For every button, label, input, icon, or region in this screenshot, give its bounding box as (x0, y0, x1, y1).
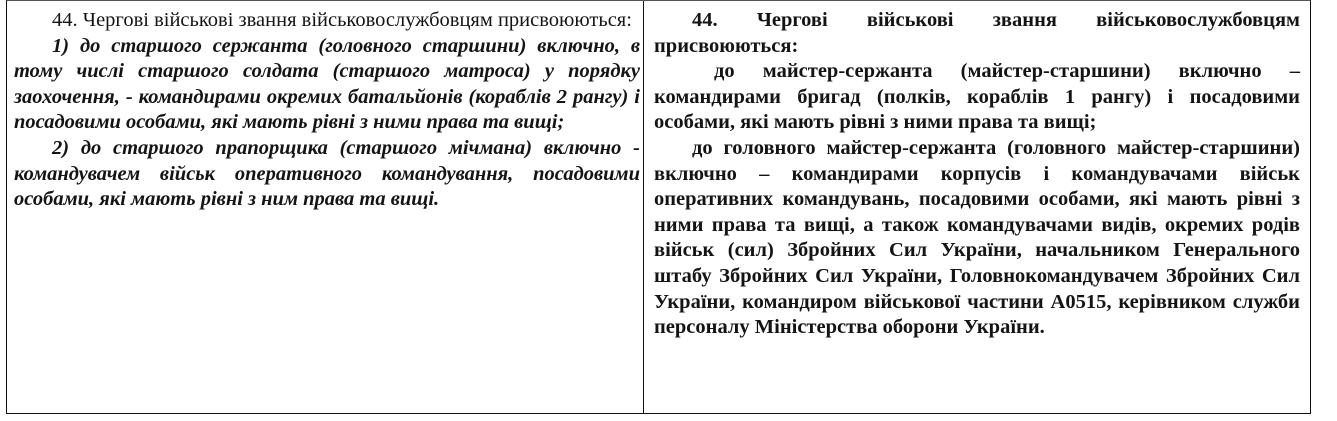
left-item-1: 1) до старшого сержанта (головного старшини) включно, в тому числі старшого солдата (старшого матроса) у порядку заохочення, - командирами окремих батальйонів (кораблів 2 рангу) і посадовими особами, які мають рівні з ними права та вищі; (14, 34, 640, 134)
left-intro: 44. Чергові військові звання військовослужбовцям присвоюються: (52, 9, 632, 31)
right-para-1: до майстер-сержанта (майстер-старшини) включно – командирами бригад (полків, кораблів 1 рангу) і посадовими особами, які мають рівні з ними права та вищі; (654, 60, 1300, 134)
right-column-new-text (644, 1, 1310, 413)
right-para-2: до головного майстер-сержанта (головного майстер-старшини) включно – командирами корпусів і командувачами військ оперативних командувань, посадовими особами, які мають рівні з ними права та вищі, а також командувачами видів, окремих родів військ (сил) Збройних Сил України, начальником Генерального штабу Збройних Сил України, Головнокомандувачем Збройних Сил України, командиром військової частини А0515, керівником служби персоналу Міністерства оборони України. (654, 136, 1300, 339)
comparison-table (6, 0, 1311, 414)
left-item-2: 2) до старшого прапорщика (старшого мічмана) включно - командувачем військ оперативного командування, посадовими особами, які мають рівні з ним права та вищі. (14, 136, 640, 211)
left-column-current-text (7, 1, 644, 413)
right-intro: 44. Чергові військові звання військовослужбовцям присвоюються: (654, 9, 1300, 57)
